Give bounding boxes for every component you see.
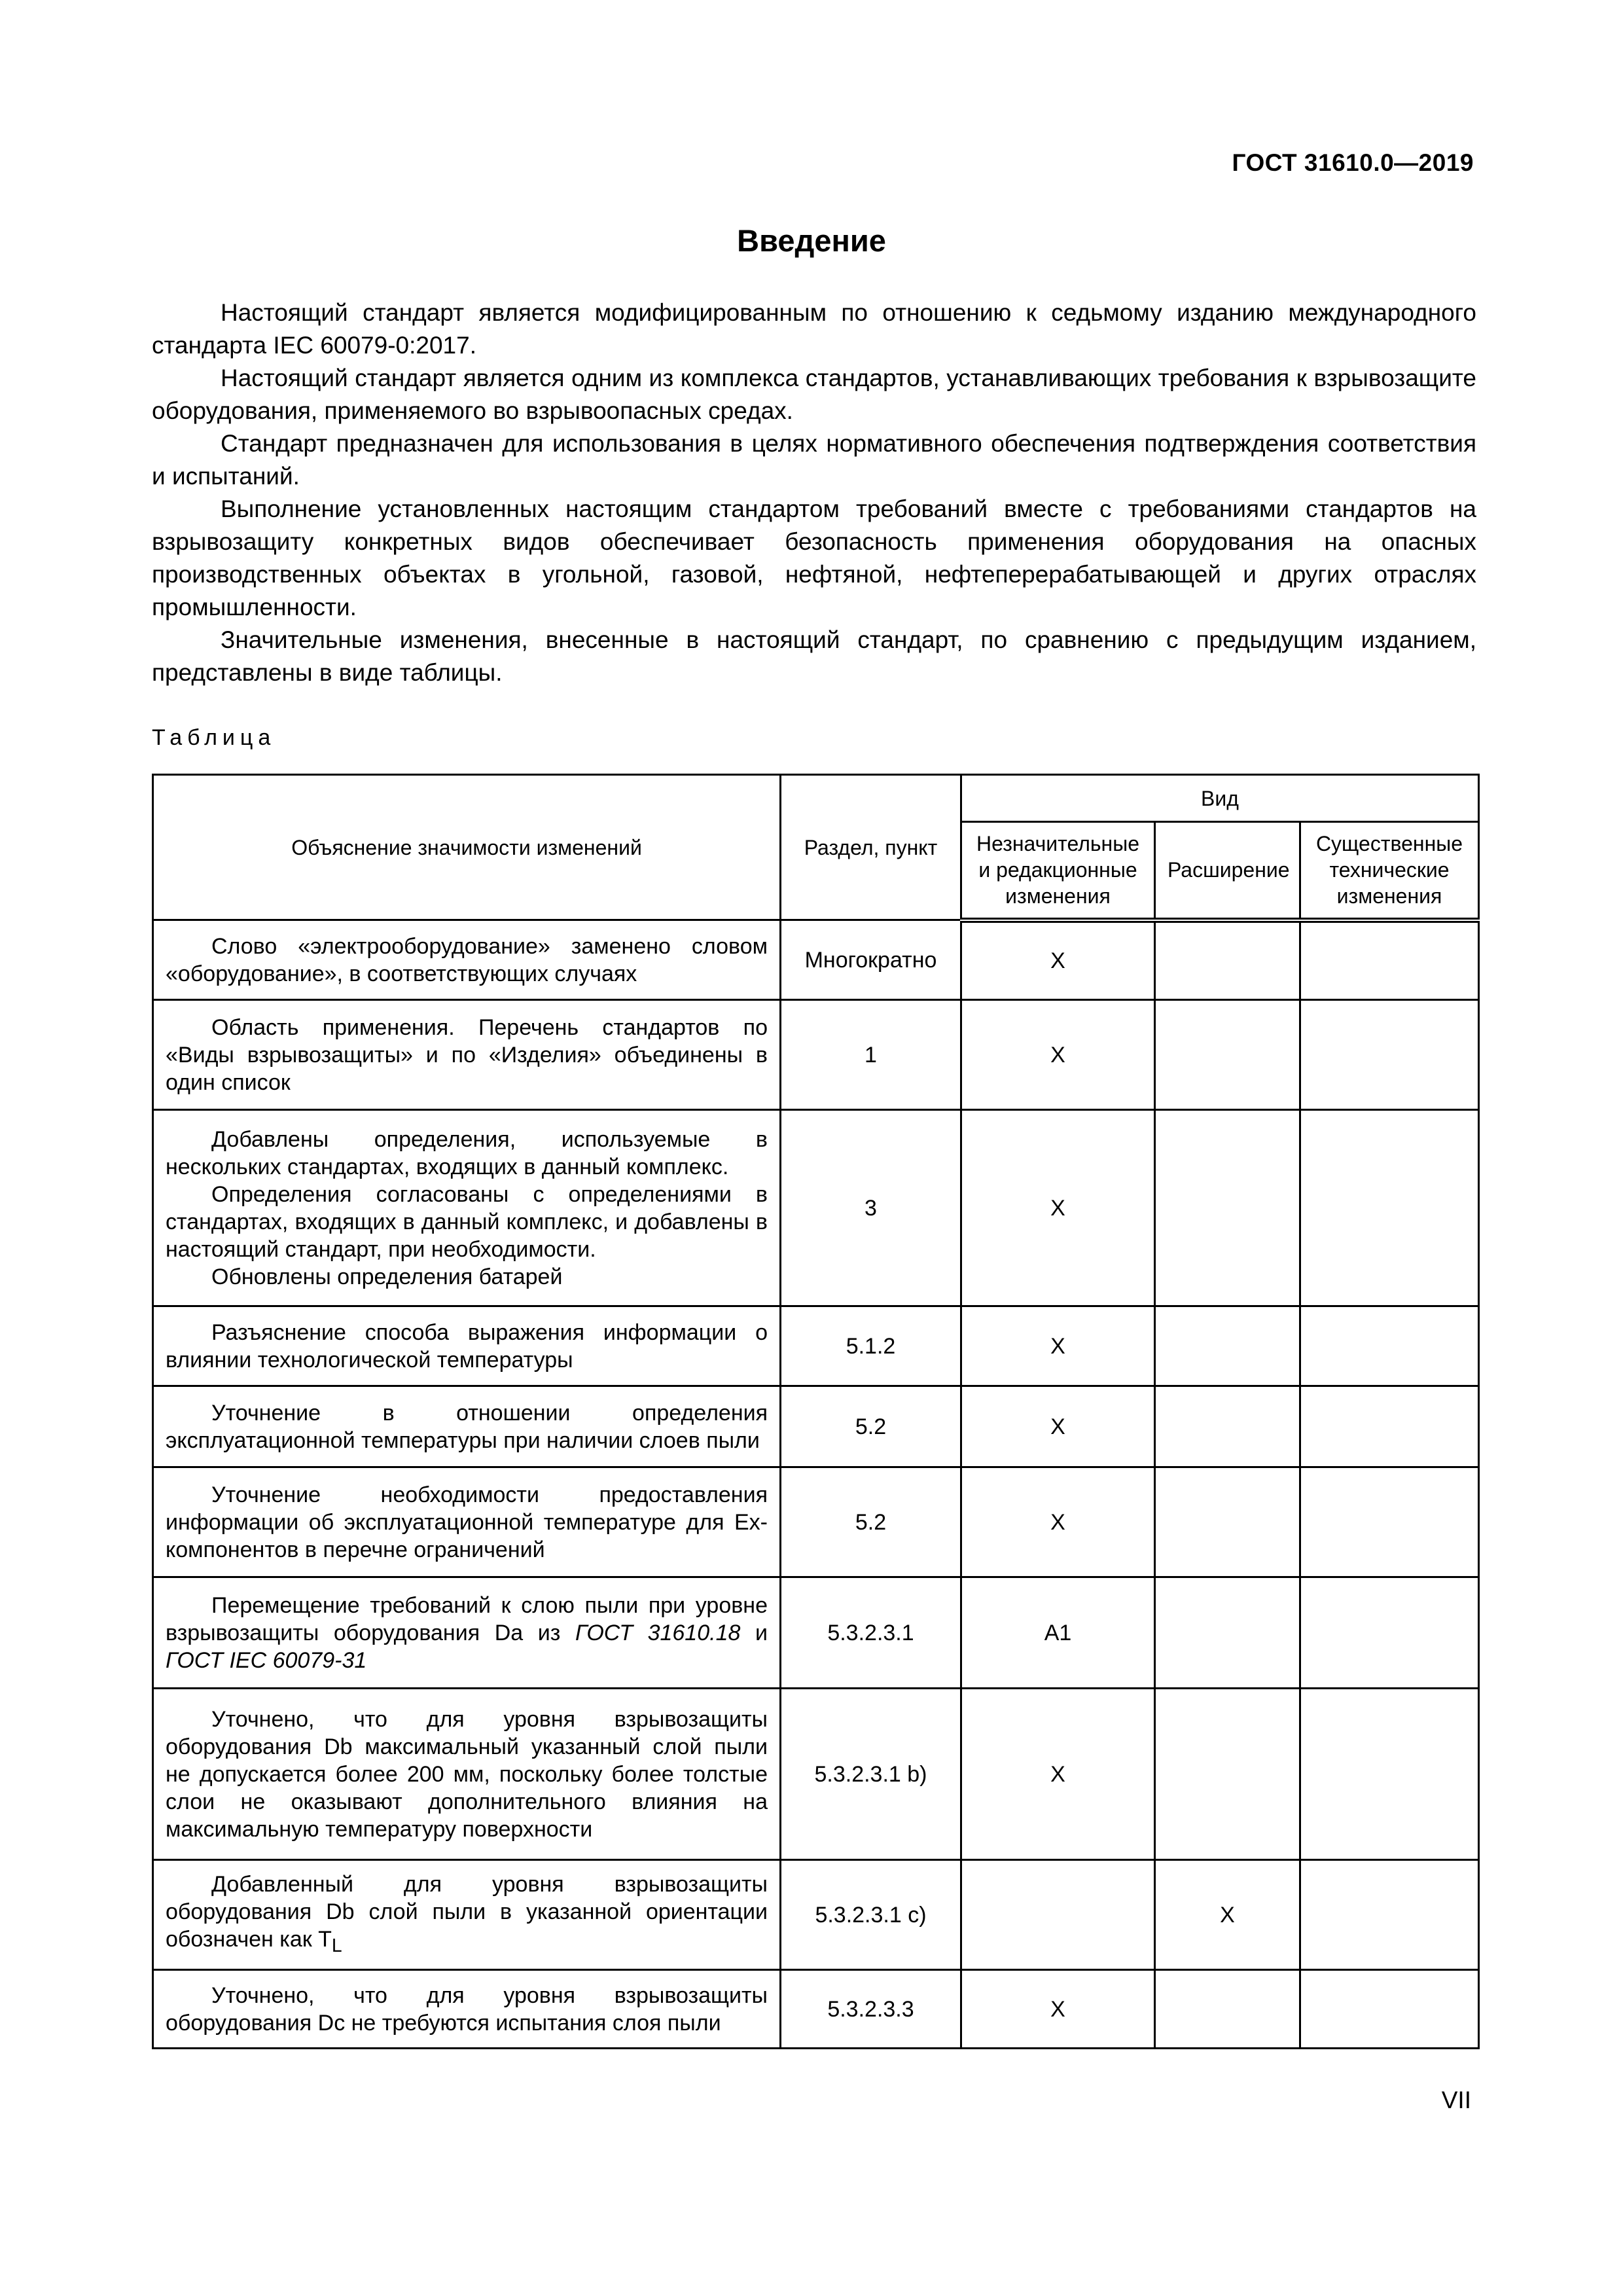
table-row <box>153 1000 1479 1110</box>
row-major-mark <box>1300 1467 1479 1577</box>
row-extension-mark <box>1155 1970 1300 2049</box>
row-extension-mark <box>1155 1110 1300 1306</box>
page-number: VII <box>1441 2087 1471 2113</box>
row-section: Многократно <box>781 920 961 1000</box>
row-section: 5.3.2.3.1 <box>781 1577 961 1689</box>
explanation-line: Определения согласованы с определениями в стандартах, входящих в данный комплекс, и добавлены в настоящий стандарт, при необходимости. <box>166 1181 768 1262</box>
row-major-mark <box>1300 1577 1479 1689</box>
row-section: 5.2 <box>781 1467 961 1577</box>
row-section: 5.2 <box>781 1386 961 1467</box>
row-extension-mark: X <box>1155 1860 1300 1970</box>
row-explanation <box>153 1467 781 1577</box>
row-major-mark <box>1300 1306 1479 1386</box>
row-major-mark <box>1300 1000 1479 1110</box>
table-row <box>153 1306 1479 1386</box>
row-minor-mark: X <box>961 1306 1155 1386</box>
explanation-line: Уточнение в отношении определения эксплуатационной температуры при наличии слоев пыли <box>166 1400 768 1453</box>
row-section: 5.3.2.3.1 b) <box>781 1689 961 1860</box>
table-row <box>153 1386 1479 1467</box>
table-row <box>153 1467 1479 1577</box>
changes-table <box>152 774 1480 2049</box>
row-explanation <box>153 1689 781 1860</box>
row-explanation <box>153 920 781 1000</box>
row-extension-mark <box>1155 1000 1300 1110</box>
row-section: 1 <box>781 1000 961 1110</box>
table-row <box>153 1577 1479 1689</box>
explanation-line: Слово «электрооборудование» заменено словом «оборудование», в соответствующих случаях <box>166 933 768 986</box>
row-extension-mark <box>1155 1306 1300 1386</box>
row-explanation <box>153 1306 781 1386</box>
row-explanation <box>153 1000 781 1110</box>
table-row <box>153 1970 1479 2049</box>
row-explanation <box>153 1386 781 1467</box>
explanation-line: Добавленный для уровня взрывозащиты оборудования Db слой пыли в указанной ориентации обозначен как $T_L$ <box>166 1871 768 1956</box>
row-major-mark <box>1300 920 1479 1000</box>
header-type: Вид <box>961 775 1479 822</box>
row-minor-mark: X <box>961 1000 1155 1110</box>
row-minor-mark: X <box>961 1386 1155 1467</box>
table-row <box>153 1689 1479 1860</box>
intro-paragraph: Настоящий стандарт является модифицированным по отношению к седьмому изданию международного стандарта IEC 60079-0:2017. <box>152 299 1476 359</box>
row-extension-mark <box>1155 1467 1300 1577</box>
explanation-line: Уточнено, что для уровня взрывозащиты оборудования Dc не требуются испытания слоя пыли <box>166 1982 768 2036</box>
explanation-line: Перемещение требований к слою пыли при уровне взрывозащиты оборудования Da из ГОСТ 31610.18 и ГОСТ IEC 60079-31 <box>166 1592 768 1673</box>
row-major-mark <box>1300 1970 1479 2049</box>
explanation-line: Обновлены определения батарей <box>211 1264 563 1289</box>
header-minor: Незначительные и редакционные изменения <box>961 822 1155 920</box>
row-minor-mark: X <box>961 1467 1155 1577</box>
section-title: Введение <box>737 223 886 258</box>
row-extension-mark <box>1155 1386 1300 1467</box>
header-section: Раздел, пункт <box>781 775 961 920</box>
row-major-mark <box>1300 1386 1479 1467</box>
table-label: Таблица <box>152 725 276 750</box>
row-section: 5.3.2.3.1 c) <box>781 1860 961 1970</box>
row-minor-mark: A1 <box>961 1577 1155 1689</box>
row-minor-mark: X <box>961 1110 1155 1306</box>
row-extension-mark <box>1155 1577 1300 1689</box>
row-minor-mark: X <box>961 1970 1155 2049</box>
explanation-line: Разъяснение способа выражения информации о влиянии технологической температуры <box>166 1319 768 1372</box>
row-explanation <box>153 1110 781 1306</box>
table-row <box>153 920 1479 1000</box>
row-major-mark <box>1300 1860 1479 1970</box>
header-explanation: Объяснение значимости изменений <box>153 775 781 920</box>
row-minor-mark <box>961 1860 1155 1970</box>
intro-paragraph: Значительные изменения, внесенные в настоящий стандарт, по сравнению с предыдущим изданием, представлены в виде таблицы. <box>152 626 1476 686</box>
intro-paragraph: Настоящий стандарт является одним из комплекса стандартов, устанавливающих требования к взрывозащите оборудования, применяемого во взрывоопасных средах. <box>152 365 1476 424</box>
table-body <box>153 920 1479 2049</box>
row-explanation <box>153 1577 781 1689</box>
row-minor-mark: X <box>961 920 1155 1000</box>
row-extension-mark <box>1155 1689 1300 1860</box>
row-section: 5.3.2.3.3 <box>781 1970 961 2049</box>
explanation-line: Уточнение необходимости предоставления информации об эксплуатационной температуре для Ex-компонентов в перечне ограничений <box>166 1482 768 1562</box>
explanation-line: Уточнено, что для уровня взрывозащиты оборудования Db максимальный указанный слой пыли не допускается более 200 мм, поскольку более толстые слои не оказывают дополнительного влияния на максимальную температуру поверхности <box>166 1706 768 1842</box>
intro-paragraph: Стандарт предназначен для использования в целях нормативного обеспечения подтверждения соответствия и испытаний. <box>152 430 1476 490</box>
row-minor-mark: X <box>961 1689 1155 1860</box>
intro-paragraph: Выполнение установленных настоящим стандартом требований вместе с требованиями стандартов на взрывозащиту конкретных видов обеспечивает безопасность применения оборудования на опасных производственных объектах в угольной, газовой, нефтяной, нефтеперерабатывающей и других отраслях промышленности. <box>152 495 1476 620</box>
row-section: 5.1.2 <box>781 1306 961 1386</box>
row-extension-mark <box>1155 920 1300 1000</box>
table-row <box>153 1860 1479 1970</box>
row-major-mark <box>1300 1110 1479 1306</box>
explanation-line: Область применения. Перечень стандартов по «Виды взрывозащиты» и по «Изделия» объединены в один список <box>166 1014 768 1095</box>
intro-text <box>152 296 1476 689</box>
row-section: 3 <box>781 1110 961 1306</box>
standard-code: ГОСТ 31610.0—2019 <box>1232 149 1474 176</box>
header-extension: Расширение <box>1155 822 1300 920</box>
table-row <box>153 1110 1479 1306</box>
header-major: Существенные технические изменения <box>1300 822 1479 920</box>
explanation-line: Добавлены определения, используемые в нескольких стандартах, входящих в данный комплекс. <box>166 1126 768 1179</box>
row-major-mark <box>1300 1689 1479 1860</box>
row-explanation <box>153 1970 781 2049</box>
row-explanation <box>153 1860 781 1970</box>
